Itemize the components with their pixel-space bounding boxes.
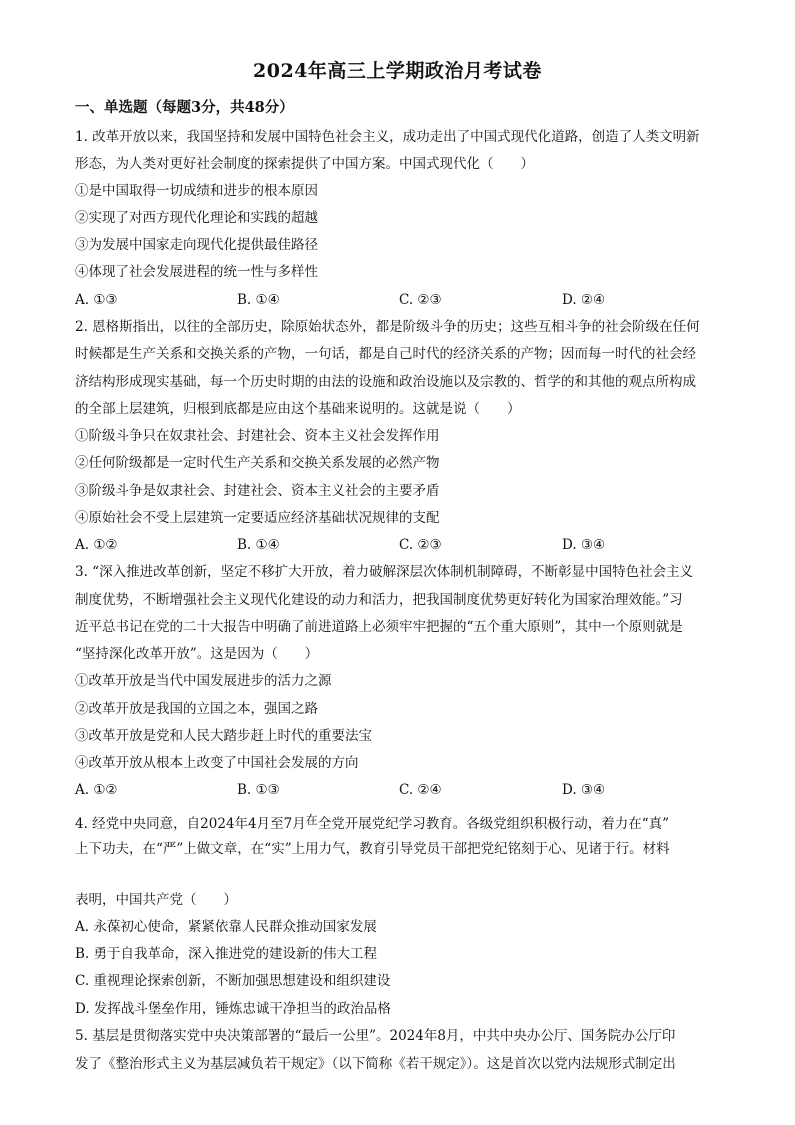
q3-stem-line-1: 3. “深入推进改革创新，坚定不移扩大开放，着力破解深层次体制机制障碍，不断彰显中国特色社会主义 [75, 564, 694, 580]
q4-option-c[interactable]: C. 重视理论探索创新，不断加强思想建设和组织建设 [75, 973, 391, 989]
q1-statement-1: ①是中国取得一切成绩和进步的根本原因 [75, 183, 318, 199]
q4-option-b[interactable]: B. 勇于自我革命，深入推进党的建设新的伟大工程 [75, 946, 378, 962]
q3-statement-3: ③改革开放是党和人民大踏步赶上时代的重要法宝 [75, 728, 372, 744]
q1-option-d[interactable]: D. ②④ [562, 292, 606, 308]
q3-option-b[interactable]: B. ①③ [237, 782, 280, 798]
q2-statement-2: ②任何阶级都是一定时代生产关系和交换关系发展的必然产物 [75, 455, 440, 471]
q3-statement-4: ④改革开放从根本上改变了中国社会发展的方向 [75, 755, 359, 771]
q2-stem-line-3: 济结构形成现实基础，每一个历史时期的由法的设施和政治设施以及宗教的、哲学的和其他的观点所构成 [75, 374, 696, 390]
q2-option-c[interactable]: C. ②③ [399, 537, 442, 553]
q2-stem-line-1: 2. 恩格斯指出，以往的全部历史，除原始状态外，都是阶级斗争的历史；这些互相斗争的社会阶级在任何 [75, 319, 700, 335]
q4-stem-line-1 [75, 811, 669, 833]
q1-option-a[interactable]: A. ①③ [75, 292, 118, 308]
q4-stem-part-2: 在 [305, 813, 318, 827]
q1-stem-line-1: 1. 改革开放以来，我国坚持和发展中国特色社会主义，成功走出了中国式现代化道路，创造了人类文明新 [75, 129, 700, 145]
q3-option-c[interactable]: C. ②④ [399, 782, 442, 798]
q3-stem-line-2: 制度优势，不断增强社会主义现代化建设的动力和活力，把我国制度优势更好转化为国家治理效能。”习 [75, 592, 683, 608]
q2-statement-1: ①阶级斗争只在奴隶社会、封建社会、资本主义社会发挥作用 [75, 428, 440, 444]
q2-statement-3: ③阶级斗争是奴隶社会、封建社会、资本主义社会的主要矛盾 [75, 483, 440, 499]
section-heading: 一、单选题（每题3分，共48分） [75, 99, 294, 116]
q3-option-d[interactable]: D. ③④ [562, 782, 606, 798]
q4-option-a[interactable]: A. 永葆初心使命，紧紧依靠人民群众推动国家发展 [75, 919, 377, 935]
q2-option-b[interactable]: B. ①④ [237, 537, 280, 553]
q1-statement-2: ②实现了对西方现代化理论和实践的超越 [75, 210, 318, 226]
q4-option-d[interactable]: D. 发挥战斗堡垒作用，锤炼忠诚干净担当的政治品格 [75, 1001, 391, 1017]
q2-option-d[interactable]: D. ③④ [562, 537, 606, 553]
q2-stem-line-2: 时候都是生产关系和交换关系的产物，一句话，都是自己时代的经济关系的产物；因而每一时代的社会经 [75, 346, 696, 362]
q1-statement-3: ③为发展中国家走向现代化提供最佳路径 [75, 237, 318, 253]
q3-statement-1: ①改革开放是当代中国发展进步的活力之源 [75, 673, 332, 689]
q2-options [75, 536, 725, 554]
q3-stem-line-3: 近平总书记在党的二十大报告中明确了前进道路上必须牢牢把握的“五个重大原则”，其中一个原则就是 [75, 619, 683, 635]
q1-stem-line-2: 形态，为人类对更好社会制度的探索提供了中国方案。中国式现代化（ ） [75, 156, 534, 172]
q3-statement-2: ②改革开放是我国的立国之本，强国之路 [75, 701, 318, 717]
q4-stem-part-3: 全党开展党纪学习教育。各级党组织积极行动，着力在“真” [317, 816, 670, 832]
q4-stem-line-3: 表明，中国共产党（ ） [75, 892, 237, 908]
q1-option-c[interactable]: C. ②③ [399, 292, 442, 308]
q1-options [75, 291, 725, 309]
q3-option-a[interactable]: A. ①② [75, 782, 118, 798]
q5-stem-line-2: 发了《整治形式主义为基层减负若干规定》（以下简称《若干规定》）。这是首次以党内法规形式制定出 [75, 1056, 676, 1072]
exam-title: 2024年高三上学期政治月考试卷 [253, 60, 542, 82]
q2-statement-4: ④原始社会不受上层建筑一定要适应经济基础状况规律的支配 [75, 510, 440, 526]
q4-stem-part-1: 4. 经党中央同意，自2024年4月至7月 [75, 816, 306, 832]
q1-option-b[interactable]: B. ①④ [237, 292, 280, 308]
q4-stem-line-2: 上下功夫，在“严”上做文章，在“实”上用力气，教育引导党员干部把党纪铭刻于心、见诸于行。材料 [75, 841, 670, 857]
q2-option-a[interactable]: A. ①② [75, 537, 118, 553]
q5-stem-line-1: 5. 基层是贯彻落实党中央决策部署的“最后一公里”。2024年8月，中共中央办公厅、国务院办公厅印 [75, 1028, 676, 1044]
q3-options [75, 781, 725, 799]
q2-stem-line-4: 的全部上层建筑，归根到底都是应由这个基础来说明的。这就是说（ ） [75, 401, 521, 417]
q1-statement-4: ④体现了社会发展进程的统一性与多样性 [75, 264, 318, 280]
q3-stem-line-4: “坚持深化改革开放”。这是因为（ ） [75, 646, 319, 662]
